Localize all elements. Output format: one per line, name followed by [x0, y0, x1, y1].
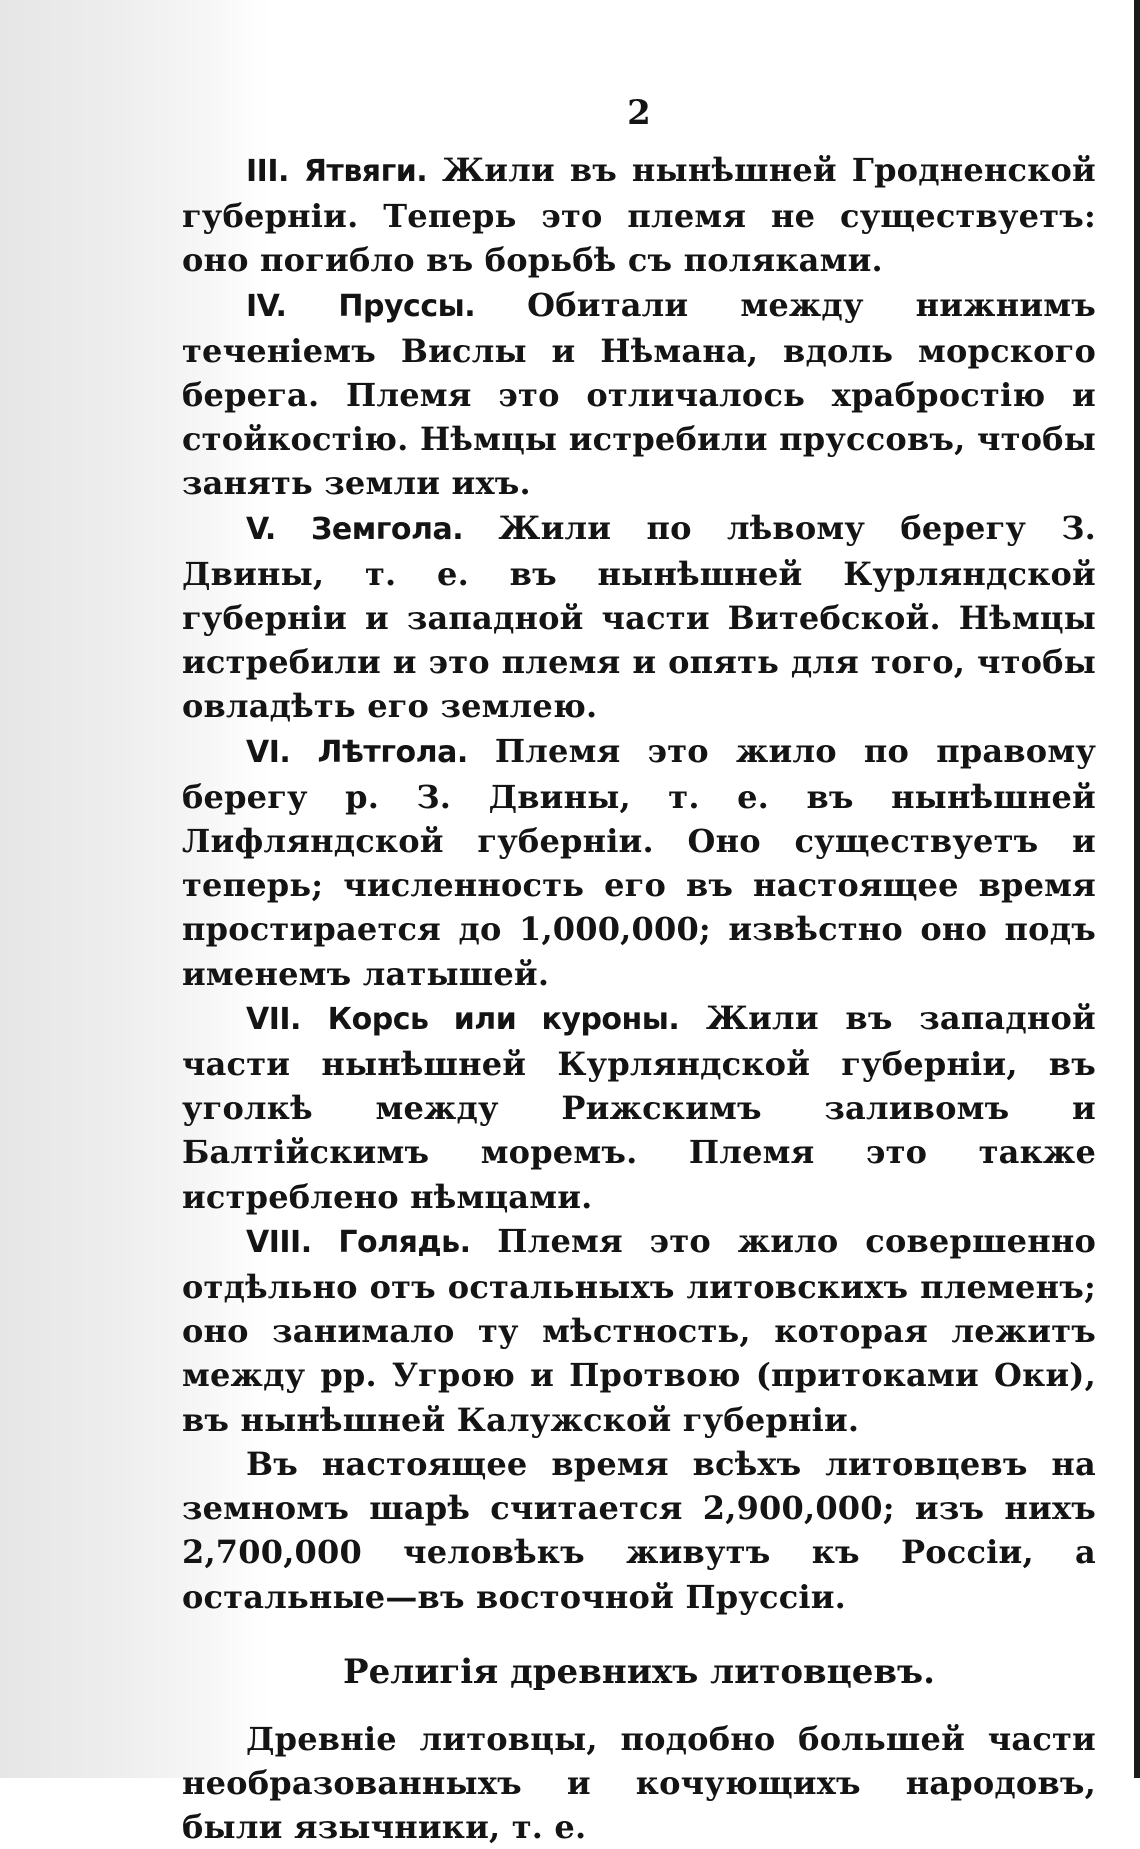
entry-number: V.: [246, 511, 276, 547]
tribe-name: Корсь или куроны.: [327, 1001, 680, 1037]
tribe-name: Ятвяги.: [303, 154, 428, 189]
entry-golyad: [182, 1219, 1096, 1442]
entry-text: Жили въ нынѣшней Гродненской губерніи. Теперь это племя не существуетъ: оно погибло въ борьбѣ съ поляками.: [182, 151, 1096, 280]
tribe-name: Голядь.: [338, 1224, 471, 1260]
entry-zemgola: [182, 506, 1096, 729]
entry-text: Обитали между нижнимъ теченіемъ Вислы и Нѣмана, вдоль морского берега. Племя это отличалось храбростію и стойкостію. Нѣмцы истребили пруссовъ, чтобы занять земли ихъ.: [182, 285, 1096, 503]
entry-yatvyagi: [182, 148, 1096, 283]
entry-number: IV.: [246, 288, 287, 324]
section-heading: Религія древнихъ литовцевъ.: [343, 1651, 935, 1692]
entry-number: VI.: [246, 734, 291, 770]
entry-text: Племя это жило совершенно отдѣльно отъ остальныхъ литовскихъ племенъ; оно занимало ту мѣстность, которая лежитъ между рр. Угрою и Протвою (притоками Оки), въ нынѣшней Калужской губерніи.: [182, 1221, 1097, 1439]
closing-paragraph: Древніе литовцы, подобно большей части необразованныхъ и кочующихъ народовъ, были язычники, т. е.: [182, 1719, 1096, 1847]
entry-text: Племя это жило по правому берегу р. З. Двины, т. е. въ нынѣшней Лифляндской губерніи. Оно существуетъ и теперь; численность его въ настоящее время простирается до 1,000,000; извѣстно оно подъ именемъ латышей.: [182, 731, 1097, 993]
tribe-name: Земгола.: [311, 511, 464, 547]
entry-letgola: [182, 729, 1096, 996]
book-page: [182, 88, 1096, 1849]
page-number: 2: [627, 93, 651, 133]
entry-number: VIII.: [246, 1224, 312, 1260]
tribe-name: Лѣтгола.: [317, 734, 468, 770]
tribe-name: Пруссы.: [338, 288, 476, 324]
entry-kurs: [182, 996, 1096, 1219]
entry-number: III.: [246, 154, 289, 189]
summary-paragraph: Въ настоящее время всѣхъ литовцевъ на земномъ шарѣ считается 2,900,000; изъ нихъ 2,700,000 человѣкъ живутъ къ Россіи, а остальные—въ восточной Пруссіи.: [182, 1444, 1096, 1616]
entry-text: Жили въ западной части нынѣшней Курляндской губерніи, въ уголкѣ между Рижскимъ заливомъ и Балтійскимъ моремъ. Племя это также истреблено нѣмцами.: [182, 998, 1096, 1216]
entry-number: VII.: [246, 1001, 301, 1037]
scan-edge: [1134, 0, 1140, 1778]
entry-text: Жили по лѣвому берегу З. Двины, т. е. въ нынѣшней Курляндской губерніи и западной части Витебской. Нѣмцы истребили и это племя и опять для того, чтобы овладѣть его землею.: [182, 508, 1097, 726]
entry-prussians: [182, 283, 1096, 506]
